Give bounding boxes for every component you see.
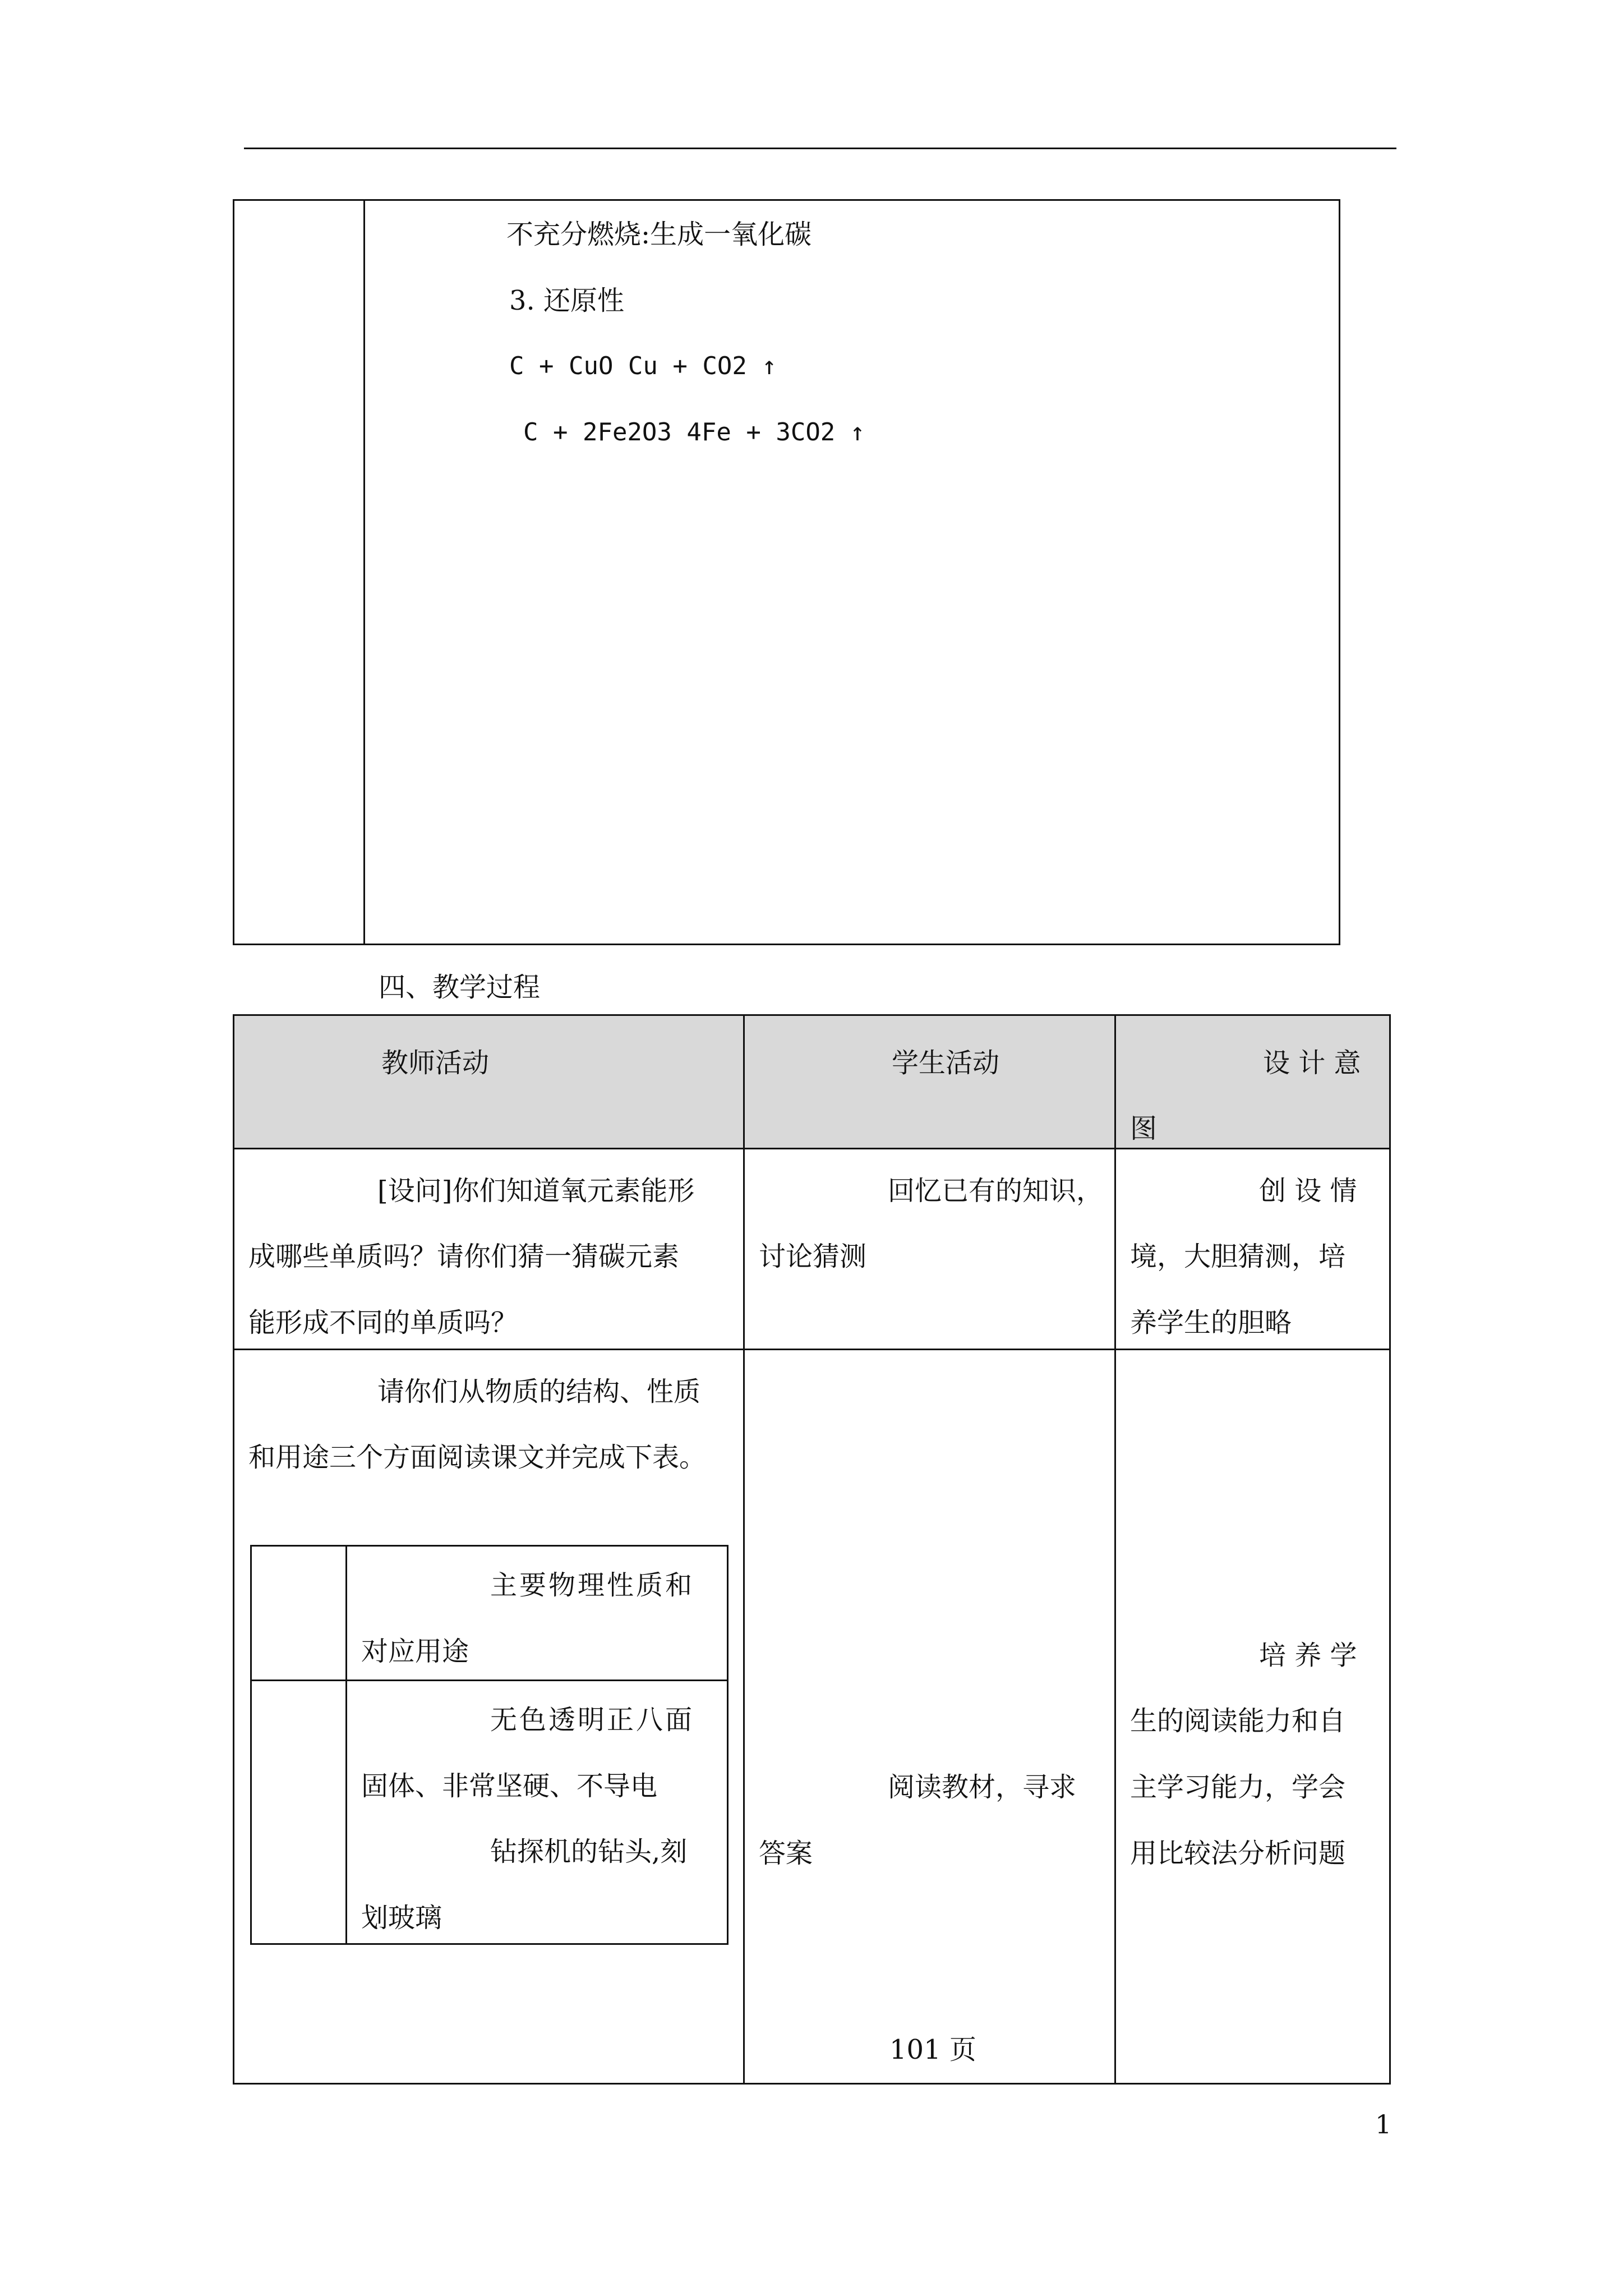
row2-design-line: 主学习能力，学会: [1130, 1772, 1346, 1803]
teaching-process-table: [233, 1014, 1391, 2085]
header-teacher-cell: [234, 1015, 744, 1149]
inner-empty-cell: [251, 1681, 347, 1944]
inner-row-line: 固体、非常坚硬、不导电: [361, 1770, 658, 1802]
header-student-cell: [744, 1015, 1115, 1149]
row1-design-cell: [1115, 1149, 1390, 1350]
row2-design-line: 用比较法分析问题: [1130, 1838, 1346, 1869]
header-design-cell: [1115, 1015, 1390, 1149]
row2-teacher-line: 和用途三个方面阅读课文并完成下表。: [248, 1442, 707, 1473]
row1-teacher-line: 能形成不同的单质吗？: [248, 1307, 518, 1338]
row1-design-line: 养学生的胆略: [1130, 1307, 1292, 1338]
row2-design-line: 培 养 学: [1259, 1640, 1357, 1671]
page-note: 101 页: [889, 2034, 976, 2065]
header-rule: [244, 148, 1396, 149]
inner-row-line: 划玻璃: [361, 1902, 442, 1934]
inner-row-line: 无色透明正八面: [490, 1704, 695, 1736]
inner-row-line: 钻探机的钻头,刻: [490, 1836, 688, 1867]
header-teacher: 教师活动: [381, 1047, 490, 1079]
row2-design-cell: [1115, 1350, 1390, 2084]
inner-header-line: 对应用途: [361, 1636, 469, 1667]
row1-teacher-line: 成哪些单质吗？请你们猜一猜碳元素: [248, 1241, 680, 1272]
inner-header-row: [251, 1546, 728, 1681]
row2-student-line: 阅读教材，寻求: [888, 1772, 1077, 1803]
reducibility-heading: 3. 还原性: [509, 285, 625, 316]
table-row: [234, 1350, 1390, 2084]
section-title: 四、教学过程: [379, 972, 541, 1003]
header-student: 学生活动: [892, 1047, 1000, 1079]
row2-student-cell: [744, 1350, 1115, 2084]
row2-teacher-line: 请你们从物质的结构、性质: [377, 1376, 701, 1407]
table-header-row: [234, 1015, 1390, 1149]
continuation-table: [233, 199, 1340, 945]
row1-student-line: 讨论猜测: [759, 1241, 867, 1272]
row1-student-cell: [744, 1149, 1115, 1350]
header-design-line1: 设 计 意: [1263, 1047, 1361, 1079]
inner-content-cell: [347, 1681, 728, 1944]
header-design-line2: 图: [1130, 1113, 1158, 1144]
inner-empty-cell: [251, 1546, 347, 1681]
inner-row: [251, 1681, 728, 1944]
inner-header-line: 主要物理性质和: [490, 1570, 695, 1601]
equation-cuo: C + CuO Cu + CO2 ↑: [509, 352, 777, 380]
row1-teacher-cell: [234, 1149, 744, 1350]
row1-student-line: 回忆已有的知识，: [888, 1175, 1104, 1207]
equation-fe2o3: C + 2Fe2O3 4Fe + 3CO2 ↑: [523, 418, 865, 447]
incomplete-combustion-text: 不充分燃烧:生成一氧化碳: [506, 219, 812, 250]
table-row: [234, 1149, 1390, 1350]
row2-design-line: 生的阅读能力和自: [1130, 1705, 1346, 1737]
row1-design-line: 创 设 情: [1259, 1175, 1357, 1207]
inner-header-cell: [347, 1546, 728, 1681]
carbon-properties-table: [250, 1545, 728, 1945]
row1-teacher-line: [设问]你们知道氧元素能形: [377, 1175, 695, 1207]
page-number: 1: [1375, 2109, 1392, 2139]
column-divider: [363, 201, 365, 944]
row2-teacher-cell: [234, 1350, 744, 2084]
row1-design-line: 境，大胆猜测，培: [1130, 1241, 1346, 1272]
row2-student-line: 答案: [759, 1838, 813, 1869]
